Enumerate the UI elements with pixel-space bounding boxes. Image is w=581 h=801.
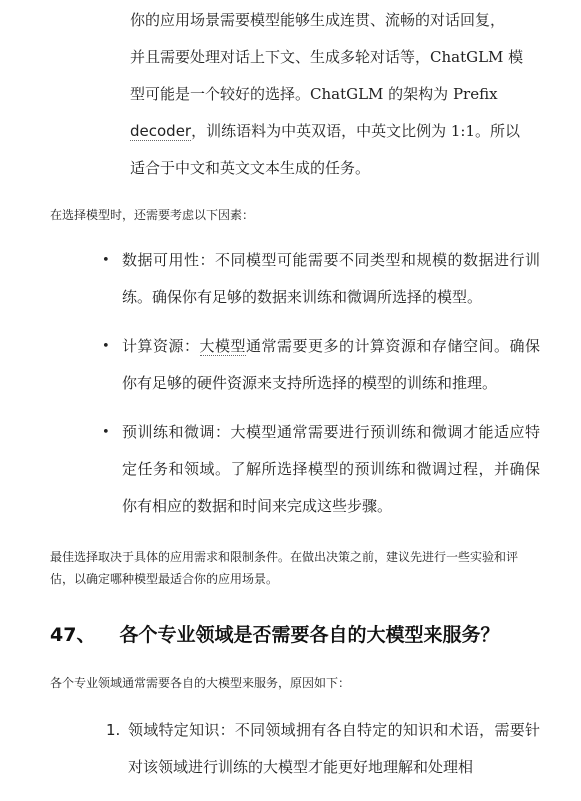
reasons-list xyxy=(100,712,540,786)
bullet-icon: • xyxy=(102,253,110,268)
continuation-line-4-rest: ，训练语料为中英双语，中英文比例为 1:1。所以 xyxy=(191,122,521,140)
reason-text: 领域特定知识：不同领域拥有各自特定的知识和术语，需要针对该领域进行训练的大模型才能更好地理解和处理相 xyxy=(128,721,540,776)
factor-text: 计算资源： xyxy=(122,337,200,355)
continuation-line-3: 型可能是一个较好的选择。ChatGLM 的架构为 Prefix xyxy=(130,85,498,103)
reason-item xyxy=(100,712,540,786)
factors-list xyxy=(100,242,540,537)
continuation-line-1: 你的应用场景需要模型能够生成连贯、流畅的对话回复， xyxy=(130,11,506,29)
continuation-paragraph xyxy=(130,2,540,187)
factor-text: 数据可用性：不同模型可能需要不同类型和规模的数据进行训练。确保你有足够的数据来训练和微调所选择的模型。 xyxy=(122,251,540,306)
bullet-icon: • xyxy=(102,425,110,440)
factor-item-data xyxy=(100,242,540,316)
reason-number: 1. xyxy=(106,721,121,739)
factor-item-pretrain xyxy=(100,414,540,525)
decoder-term-link[interactable]: decoder xyxy=(130,122,192,140)
continuation-line-4 xyxy=(130,113,540,150)
section-heading xyxy=(50,620,550,650)
factor-text-rest: 通常需要更多的计算资源和存储空间。确保你有足够的硬件资源来支持所选择的模型的训练和推理。 xyxy=(122,337,540,392)
factor-item-compute xyxy=(100,328,540,402)
large-model-term-link[interactable]: 大模型 xyxy=(199,337,246,355)
continuation-line-2: 并且需要处理对话上下文、生成多轮对话等，ChatGLM 模 xyxy=(130,48,524,66)
factors-intro: 在选择模型时，还需要考虑以下因素： xyxy=(50,208,255,222)
section-intro: 各个专业领域通常需要各自的大模型来服务，原因如下： xyxy=(50,676,351,690)
section-title: 各个专业领域是否需要各自的大模型来服务？ xyxy=(119,624,500,646)
conclusion-paragraph: 最佳选择取决于具体的应用需求和限制条件。在做出决策之前，建议先进行一些实验和评估，以确定哪种模型最适合你的应用场景。 xyxy=(50,550,519,586)
continuation-line-5: 适合于中文和英文文本生成的任务。 xyxy=(130,159,371,177)
factor-text: 预训练和微调：大模型通常需要进行预训练和微调才能适应特定任务和领域。了解所选择模型的预训练和微调过程，并确保你有相应的数据和时间来完成这些步骤。 xyxy=(122,423,540,515)
section-number: 47、 xyxy=(50,624,96,646)
bullet-icon: • xyxy=(102,339,110,354)
